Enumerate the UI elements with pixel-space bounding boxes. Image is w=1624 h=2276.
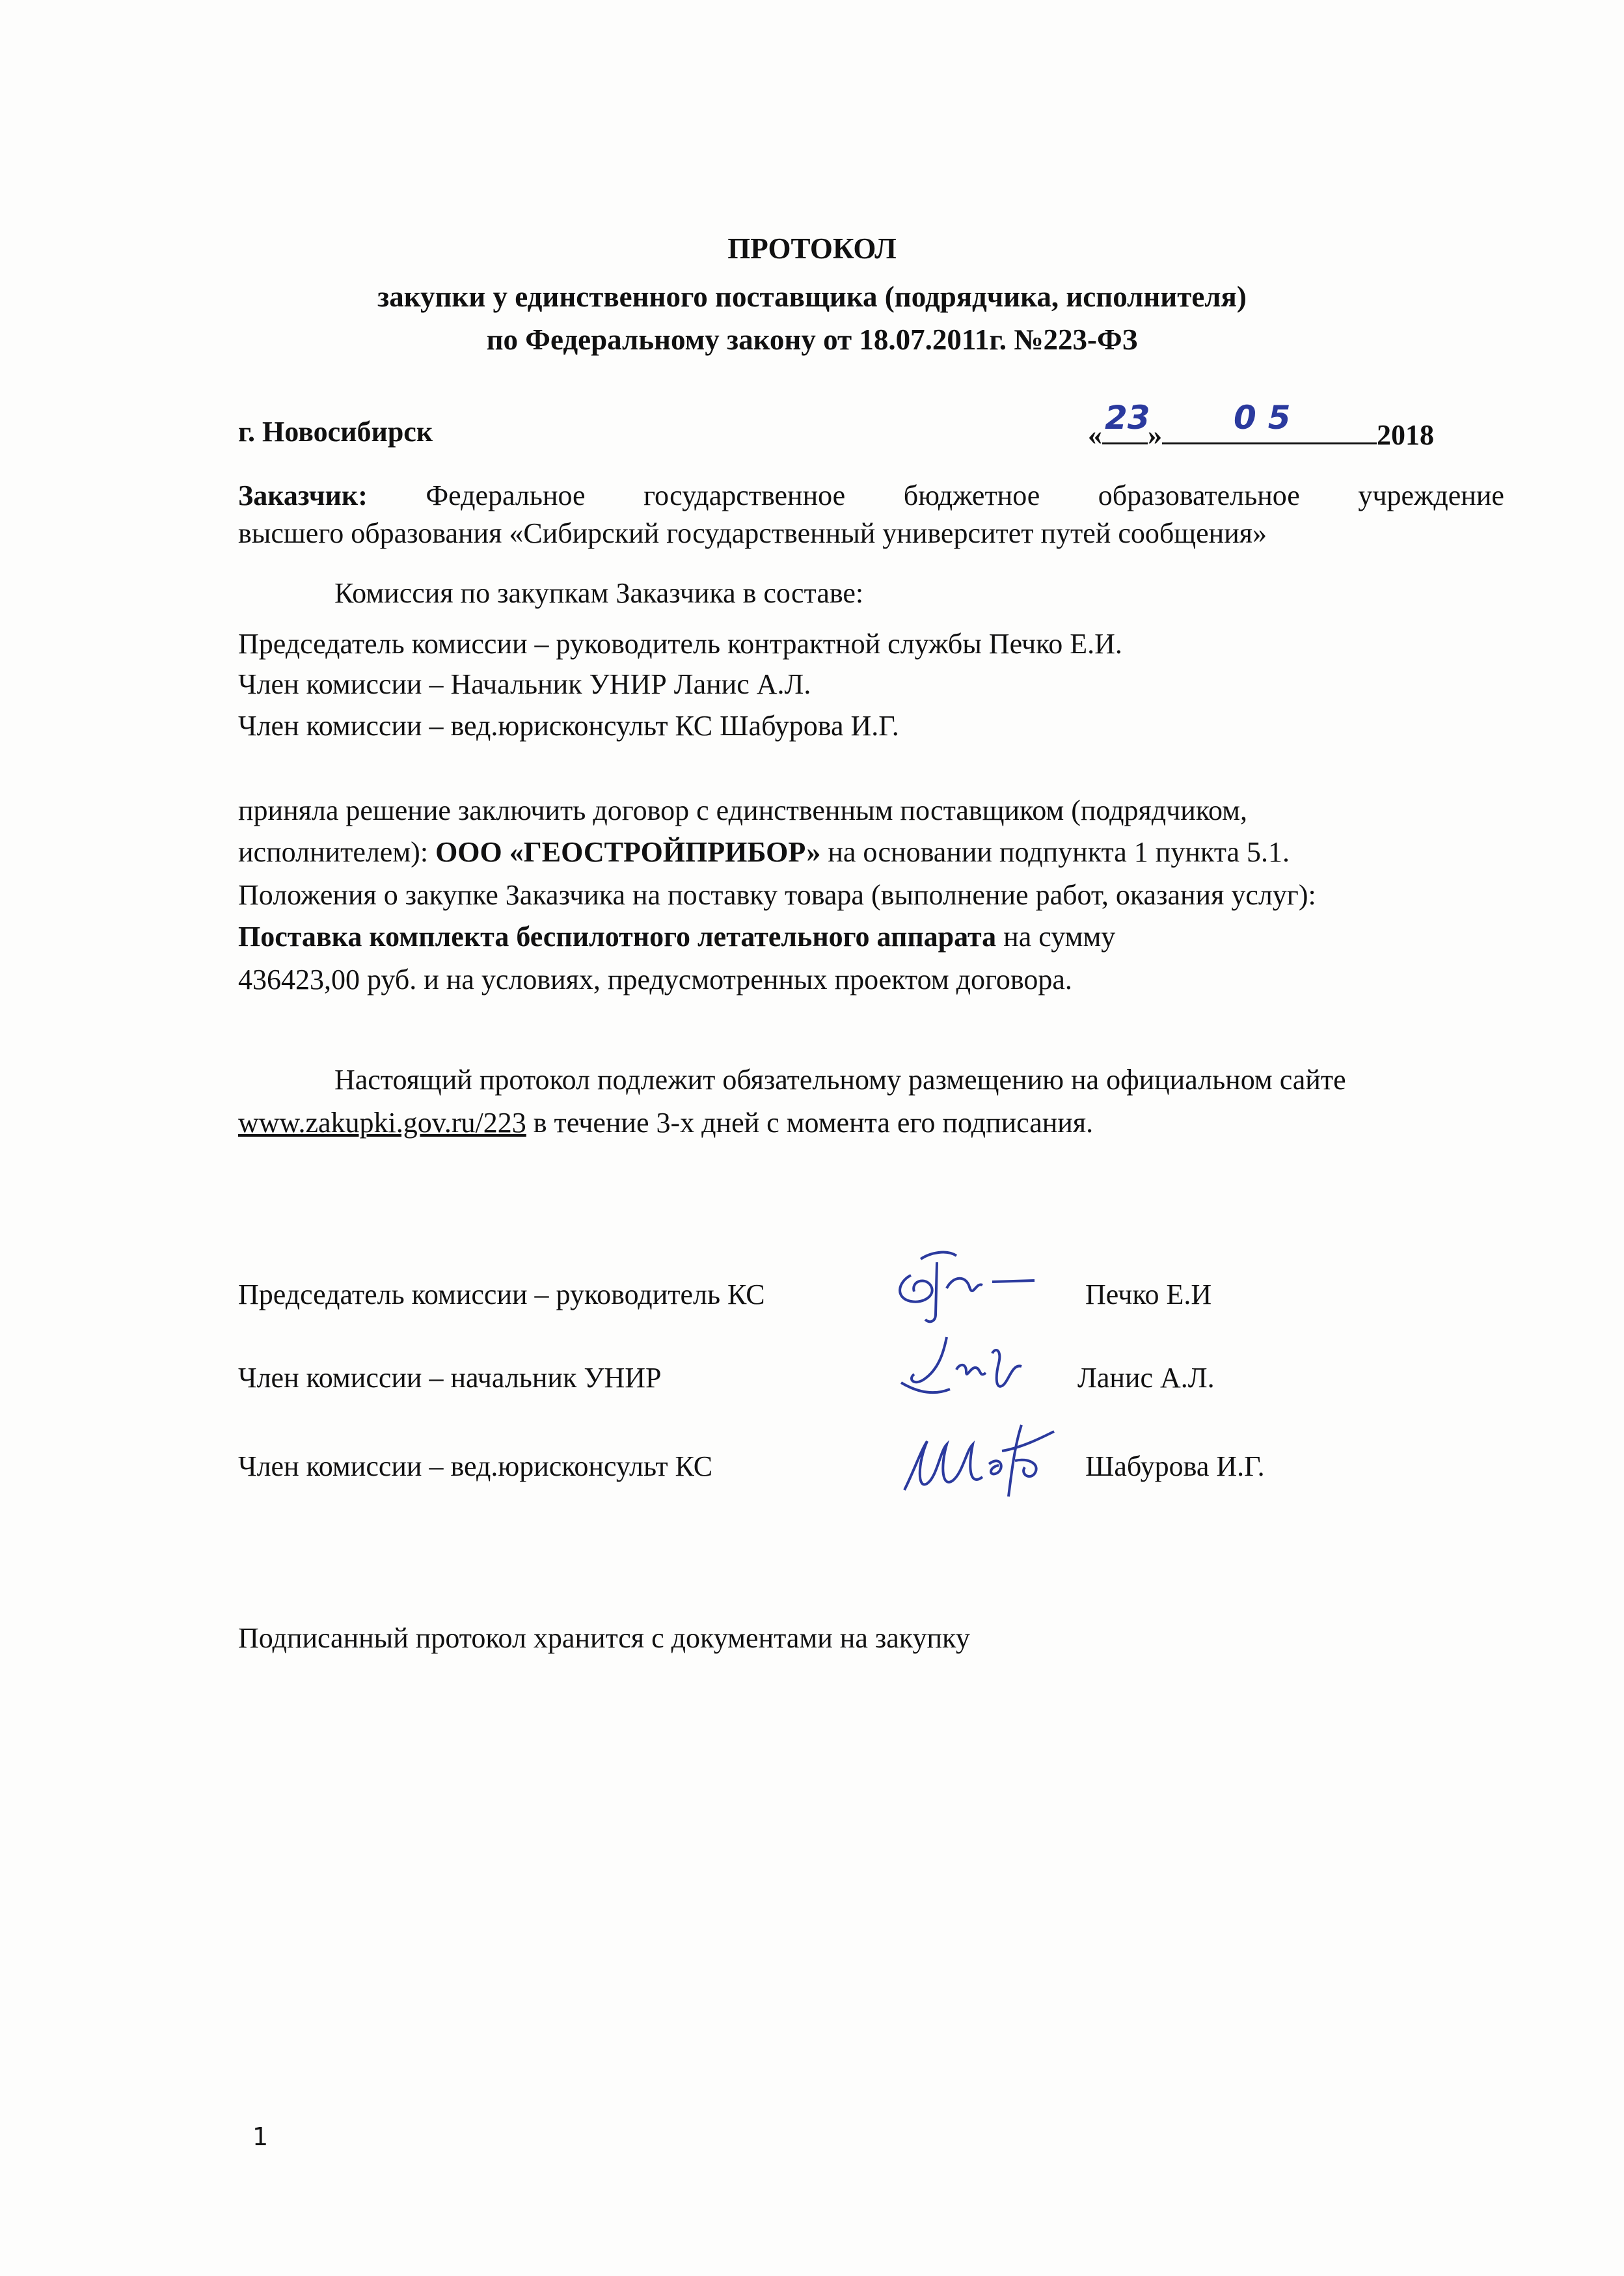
signature-name: Печко Е.И [1085, 1279, 1212, 1310]
document-subtitle-1: закупки у единственного поставщика (подрядчика, исполнителя) [377, 280, 1247, 313]
customer-word: бюджетное [903, 480, 1040, 511]
customer-word: образовательное [1098, 480, 1300, 511]
signature-name: Шабурова И.Г. [1085, 1450, 1265, 1482]
document-title: ПРОТОКОЛ [727, 232, 897, 265]
publication-line-1: Настоящий протокол подлежит обязательному размещению на официальном сайте [334, 1064, 1346, 1096]
date-day: 23 [1105, 399, 1150, 437]
publication-line-2-post: в течение 3-х дней с момента его подписания. [526, 1107, 1094, 1139]
customer-line-1 [238, 478, 1504, 514]
page-number: 1 [252, 2122, 269, 2151]
publication-line-2 [238, 1105, 1093, 1141]
procurement-subject: Поставка комплекта беспилотного летательного аппарата [238, 921, 997, 953]
commission-member: Член комиссии – вед.юрисконсульт КС Шабурова И.Г. [238, 710, 899, 742]
date-quote-close: » [1148, 419, 1162, 451]
month-blank [1162, 399, 1377, 444]
decision-line-2-pre: исполнителем): [238, 836, 436, 868]
document-subtitle-2: по Федеральному закону от 18.07.2011г. №223-ФЗ [486, 323, 1138, 356]
signature-role: Член комиссии – начальник УНИР [238, 1362, 662, 1394]
customer-word: учреждение [1358, 480, 1504, 511]
storage-note: Подписанный протокол хранится с документами на закупку [238, 1622, 970, 1654]
zakupki-link[interactable]: www.zakupki.gov.ru/223 [238, 1107, 526, 1139]
decision-line-1: приняла решение заключить договор с единственным поставщиком (подрядчиком, [238, 794, 1247, 826]
day-blank [1102, 399, 1150, 444]
signature-handwritten [898, 1327, 1041, 1412]
decision-line-4-post: на сумму [996, 921, 1116, 953]
signature-role: Член комиссии – вед.юрисконсульт КС [238, 1450, 713, 1482]
decision-line-3: Положения о закупке Заказчика на поставку товара (выполнение работ, оказания услуг): [238, 879, 1316, 911]
decision-line-4 [238, 919, 1115, 955]
date-month: 05 [1234, 399, 1303, 437]
signature-shaburova [891, 1412, 1087, 1516]
decision-line-2-post: на основании подпункта 1 пункта 5.1. [820, 836, 1290, 868]
signature-lanis [898, 1327, 1041, 1412]
supplier-name: ООО «ГЕОСТРОЙПРИБОР» [435, 836, 821, 868]
date-line [1088, 399, 1434, 454]
commission-member: Член комиссии – Начальник УНИР Ланис А.Л. [238, 668, 811, 700]
customer-word: государственное [643, 480, 846, 511]
commission-member: Председатель комиссии – руководитель контрактной службы Печко Е.И. [238, 628, 1122, 660]
decision-line-2 [238, 834, 1290, 871]
signature-name: Ланис А.Л. [1077, 1362, 1215, 1394]
signature-handwritten [885, 1236, 1041, 1327]
customer-word: Федеральное [426, 480, 586, 511]
decision-line-5: 436423,00 руб. и на условиях, предусмотренных проектом договора. [238, 964, 1072, 996]
date-quote-open: « [1088, 419, 1102, 451]
signature-handwritten [891, 1412, 1087, 1516]
signature-role: Председатель комиссии – руководитель КС [238, 1279, 765, 1310]
date-year: 2018 [1377, 419, 1434, 451]
commission-intro: Комиссия по закупкам Заказчика в составе: [334, 577, 864, 609]
customer-line-2: высшего образования «Сибирский государственный университет путей сообщения» [238, 517, 1267, 549]
signature-pechko [885, 1236, 1041, 1327]
city: г. Новосибирск [238, 416, 433, 448]
customer-label: Заказчик: [238, 480, 368, 511]
